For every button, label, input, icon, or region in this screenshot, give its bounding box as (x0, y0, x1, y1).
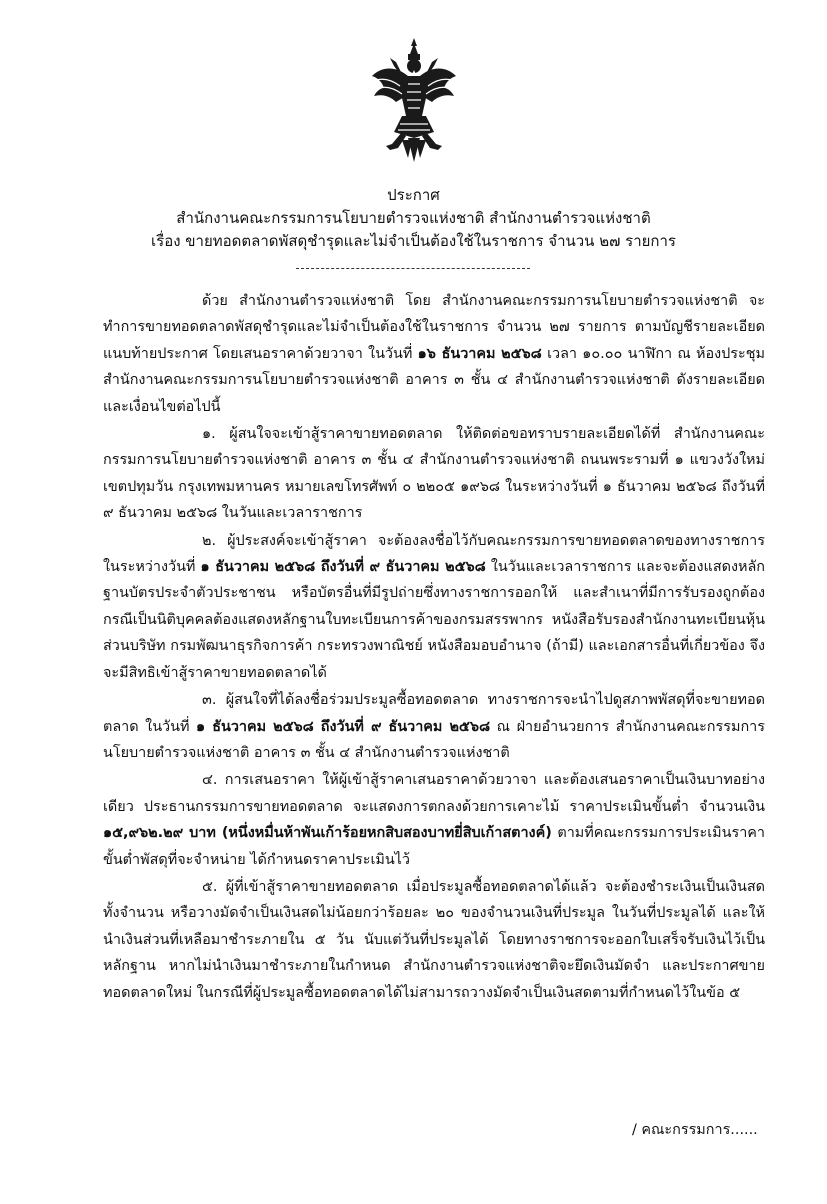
clause-2-text-a: ๒. ผู้ประสงค์จะเข้าสู้ราคา จะต้องลงชื่อไว้กับคณะกรรมการขายทอดตลาดของทางราชการ ในระหว่างวันที่ (103, 532, 765, 576)
intro-paragraph (103, 288, 765, 420)
announcement-header (0, 184, 827, 253)
intro-text-b: เวลา ๑๐.๐๐ นาฬิกา ณ ห้องประชุม สำนักงานคณะกรรมการนโยบายตำรวจแห่งชาติ อาคาร ๓ ชั้น ๔ สำนักงานตำรวจแห่งชาติ ดังรายละเอียดและเงื่อนไขต่อไปนี้ (103, 345, 766, 415)
header-divider (296, 268, 530, 269)
intro-text-a: ด้วย สำนักงานตำรวจแห่งชาติ โดย สำนักงานคณะกรรมการนโยบายตำรวจแห่งชาติ จะทำการขายทอดตลาดพัสดุชำรุดและไม่จำเป็นต้องใช้ในราชการ จำนวน ๒๗ รายการ ตามบัญชีรายละเอียดแนบท้ายประกาศ โดยเสนอราคาด้วยวาจา ในวันที่ (103, 293, 765, 362)
issuing-agency: สำนักงานคณะกรรมการนโยบายตำรวจแห่งชาติ สำนักงานตำรวจแห่งชาติ (176, 209, 651, 227)
clause-4-minimum-price: ๑๕,๙๖๒.๒๙ บาท (หนึ่งหมื่นห้าพันเก้าร้อยหกสิบสองบาทยี่สิบเก้าสตางค์) (103, 825, 552, 842)
clause-3-text-b: ณ ฝ่ายอำนวยการ สำนักงานคณะกรรมการนโยบายตำรวจแห่งชาติ อาคาร ๓ ชั้น ๔ สำนักงานตำรวจแห่งชาติ (103, 718, 765, 761)
clause-3-inspection-dates: ๑ ธันวาคม ๒๕๖๘ ถึงวันที่ ๙ ธันวาคม ๒๕๖๘ (196, 718, 491, 735)
clause-4-text-a: ๔. การเสนอราคา ให้ผู้เข้าสู้ราคาเสนอราคาด้วยวาจา และต้องเสนอราคาเป็นเงินบาทอย่างเดียว ประธานกรรมการขายทอดตลาด จะแสดงการตกลงด้วยการเคาะไม้ ราคาประเมินขั้นต่ำ จำนวนเงิน (103, 772, 765, 815)
garuda-emblem-icon (368, 36, 460, 164)
clause-3 (103, 687, 765, 766)
clause-1-text: ๑. ผู้สนใจจะเข้าสู้ราคาขายทอดตลาด ให้ติดต่อขอทราบรายละเอียดได้ที่ สำนักงานคณะกรรมการนโยบายตำรวจแห่งชาติ อาคาร ๓ ชั้น ๔ สำนักงานตำรวจแห่งชาติ ถนนพระรามที่ ๑ แขวงวังใหม่ เขตปทุมวัน กรุงเทพมหานคร หมายเลขโทรศัพท์ ๐ ๒๒๐๕ ๑๙๖๘ ในระหว่างวันที่ ๑ ธันวาคม ๒๕๖๘ ถึงวันที่ ๙ ธันวาคม ๒๕๖๘ ในวันและเวลาราชการ (103, 426, 765, 522)
clause-5 (103, 874, 765, 1006)
announcement-subject: เรื่อง ขายทอดตลาดพัสดุชำรุดและไม่จำเป็นต้องใช้ในราชการ จำนวน ๒๗ รายการ (151, 232, 676, 250)
announcement-title: ประกาศ (387, 186, 440, 204)
clause-2 (103, 528, 765, 686)
intro-auction-date: ๑๖ ธันวาคม ๒๕๖๘ (417, 345, 542, 362)
clause-4-text-b: ตามที่คณะกรรมการประเมินราคาขั้นต่ำพัสดุที่จะจำหน่าย ได้กำหนดราคาประเมินไว้ (103, 825, 765, 868)
clause-2-text-b: ในวันและเวลาราชการ และจะต้องแสดงหลักฐานบัตรประจำตัวประชาชน หรือบัตรอื่นที่มีรูปถ่ายซึ่งทางราชการออกให้ และสำเนาที่มีการรับรองถูกต้อง กรณีเป็นนิติบุคคลต้องแสดงหลักฐานใบทะเบียนการค้าของกรมสรรพากร หนังสือรับรองสำนักงานทะเบียนหุ้นส่วนบริษัท กรมพัฒนาธุรกิจการค้า กระทรวงพาณิชย์ หนังสือมอบอำนาจ (ถ้ามี) และเอกสารอื่นที่เกี่ยวข้อง จึงจะมีสิทธิเข้าสู้ราคาขายทอดตลาดได้ (103, 559, 765, 681)
clause-5-text: ๕. ผู้ที่เข้าสู้ราคาขายทอดตลาด เมื่อประมูลซื้อทอดตลาดได้แล้ว จะต้องชำระเงินเป็นเงินสดทั้งจำนวน หรือวางมัดจำเป็นเงินสดไม่น้อยกว่าร้อยละ ๒๐ ของจำนวนเงินที่ประมูล ในวันที่ประมูลได้ และให้นำเงินส่วนที่เหลือมาชำระภายใน ๕ วัน นับแต่วันที่ประมูลได้ โดยทางราชการจะออกใบเสร็จรับเงินไว้เป็นหลักฐาน หากไม่นำเงินมาชำระภายในกำหนด สำนักงานตำรวจแห่งชาติจะยึดเงินมัดจำ และประกาศขายทอดตลาดใหม่ ในกรณีที่ผู้ประมูลซื้อทอดตลาดได้ไม่สามารถวางมัดจำเป็นเงินสดตามที่กำหนดไว้ในข้อ ๕ (103, 878, 765, 1001)
announcement-body (103, 288, 765, 1006)
continuation-note: / คณะกรรมการ...... (632, 1122, 758, 1138)
clause-3-text-a: ๓. ผู้สนใจที่ได้ลงชื่อร่วมประมูลซื้อทอดตลาด ทางราชการจะนำไปดูสภาพพัสดุที่จะขายทอดตลาด ในวันที่ (103, 692, 765, 735)
clause-4 (103, 767, 765, 873)
clause-2-registration-dates: ๑ ธันวาคม ๒๕๖๘ ถึงวันที่ ๙ ธันวาคม ๒๕๖๘ (200, 559, 486, 576)
clause-1 (103, 421, 765, 527)
